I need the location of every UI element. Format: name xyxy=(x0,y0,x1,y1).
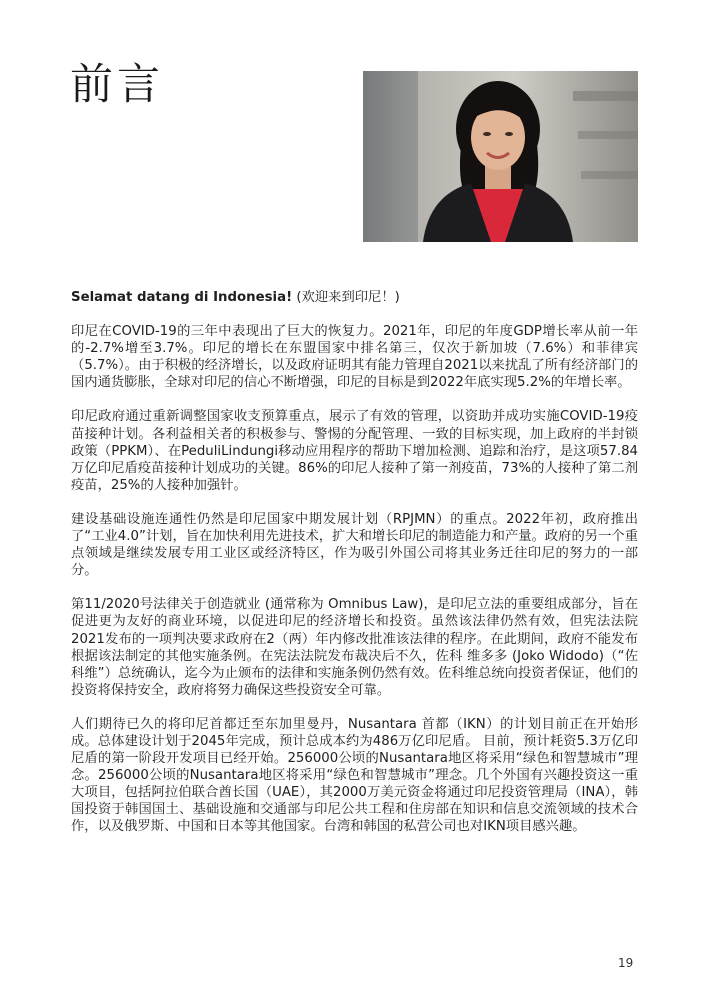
greeting-line xyxy=(71,289,638,306)
paragraph-infrastructure: 建设基础设施连通性仍然是印尼国家中期发展计划（RPJMN）的重点。2022年初，政府推出了“工业4.0”计划，旨在加快利用先进技术，扩大和增长印尼的制造能力和产量。政府的另一个重点领域是继续发展专用工业区或经济特区，作为吸引外国公司将其业务迁往印尼的努力的一部分。 xyxy=(71,511,638,579)
paragraph-omnibus-law: 第11/2020号法律关于创造就业 (通常称为 Omnibus Law)，是印尼立法的重要组成部分，旨在促进更为友好的商业环境，以促进印尼的经济增长和投资。虽然该法律仍然有效，但宪法法院2021发布的一项判决要求政府在2（两）年内修改批准该法律的程序。在此期间，政府不能发布根据该法制定的其他实施条例。在宪法法院发布裁决后不久，佐科 维多多 (Joko Widodo)（“佐科维”）总统确认，迄今为止颁布的法律和实施条例仍然有效。佐科维总统向投资者保证，他们的投资将保持安全，政府将努力确保这些投资安全可靠。 xyxy=(71,597,638,698)
greeting-indonesian: Selamat datang di Indonesia! xyxy=(71,290,293,305)
page-title: 前言 xyxy=(70,60,164,110)
paragraph-nusantara: 人们期待已久的将印尼首都迁至东加里曼丹，Nusantara 首都（IKN）的计划目前正在开始形成。总体建设计划于2045年完成，预计总成本约为486万亿印尼盾。 目前，预计耗资5.3万亿印尼盾的第一阶段开发项目已经开始。256000公顷的Nusantara地区将采用“绿色和智慧城市”理念。256000公顷的Nusantara地区将采用“绿色和智慧城市”理念。几个外国有兴趣投资这一重大项目，包括阿拉伯联合酋长国（UAE），其2000万美元资金将通过印尼投资管理局（INA），韩国投资于韩国国土、基础设施和交通部与印尼公共工程和住房部在知识和信息交流领域的技术合作，以及俄罗斯、中国和日本等其他国家。台湾和韩国的私营公司也对IKN项目感兴趣。 xyxy=(71,716,638,835)
portrait-illustration xyxy=(363,71,638,242)
paragraph-vaccination: 印尼政府通过重新调整国家收支预算重点，展示了有效的管理，以资助并成功实施COVID-19疫苗接种计划。各利益相关者的积极参与、警惕的分配管理、一致的目标实现，加上政府的半封锁政策（PPKM）、在PeduliLindungi移动应用程序的帮助下增加检测、追踪和治疗，是这项57.84万亿印尼盾疫苗接种计划成功的关键。86%的印尼人接种了第一剂疫苗，73%的人接种了第二剂疫苗，25%的人接种加强针。 xyxy=(71,409,638,493)
greeting-chinese: (欢迎来到印尼！) xyxy=(292,290,400,305)
portrait-photo xyxy=(363,71,638,242)
body-text xyxy=(71,289,638,853)
page-number: 19 xyxy=(618,956,634,970)
paragraph-economy: 印尼在COVID-19的三年中表现出了巨大的恢复力。2021年，印尼的年度GDP增长率从前一年的-2.7%增至3.7%。印尼的增长在东盟国家中排名第三，仅次于新加坡（7.6%）和菲律宾（5.7%）。由于积极的经济增长，以及政府证明其有能力管理自2021以来扰乱了所有经济部门的国内通货膨胀，全球对印尼的信心不断增强，印尼的目标是到2022年底实现5.2%的年增长率。 xyxy=(71,324,638,391)
